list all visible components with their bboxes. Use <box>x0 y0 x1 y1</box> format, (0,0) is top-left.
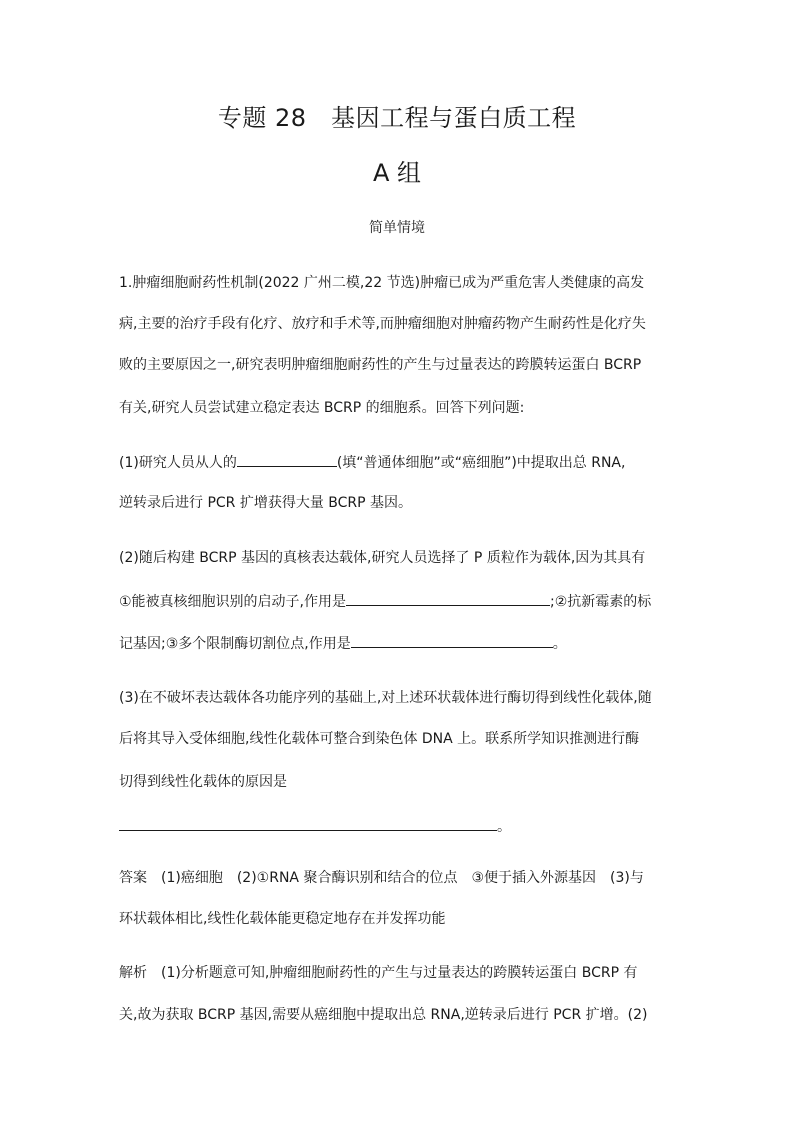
part1-text-before: (1)研究人员从人的 <box>119 455 237 471</box>
answer-line-1 <box>119 866 679 890</box>
answer-label: 答案 <box>119 870 147 886</box>
page-title: 专题 28 基因工程与蛋白质工程 <box>217 104 577 132</box>
analysis-text-1: (1)分析题意可知,肿瘤细胞耐药性的产生与过量表达的跨膜转运蛋白 BCRP 有 <box>161 965 638 981</box>
part1-line-2: 逆转录后进行 PCR 扩增获得大量 BCRP 基因。 <box>119 495 413 511</box>
answer-part3: (3)与 <box>610 870 644 886</box>
answer-part1: (1)癌细胞 <box>161 870 223 886</box>
part3-line-3: 切得到线性化载体的原因是 <box>119 774 287 790</box>
answer-part2-b: ③便于插入外源基因 <box>471 870 597 886</box>
part2-line3-after: 。 <box>552 636 567 652</box>
part1-text-after: (填“普通体细胞”或“癌细胞”)中提取出总 RNA, <box>336 455 626 471</box>
part2-line3-before: 记基因;③多个限制酶切割位点,作用是 <box>119 636 351 652</box>
part2-line-1: (2)随后构建 BCRP 基因的真核表达载体,研究人员选择了 P 质粒作为载体,因为其具有 <box>119 550 646 566</box>
part3-line-1: (3)在不破坏表达载体各功能序列的基础上,对上述环状载体进行酶切得到线性化载体,随 <box>119 690 652 706</box>
part2-promoter-blank[interactable] <box>346 589 550 606</box>
part3-line-4 <box>119 814 679 839</box>
section-heading: 简单情境 <box>369 220 425 236</box>
part2-line-2 <box>119 589 679 614</box>
analysis-label: 解析 <box>119 965 147 981</box>
question-stem-line-2: 病,主要的治疗手段有化疗、放疗和手术等,而肿瘤细胞对肿瘤药物产生耐药性是化疗失 <box>119 316 646 332</box>
question-stem-line-4: 有关,研究人员尝试建立稳定表达 BCRP 的细胞系。回答下列问题: <box>119 400 525 416</box>
analysis-line-2: 关,故为获取 BCRP 基因,需要从癌细胞中提取出总 RNA,逆转录后进行 PCR 扩增。(2) <box>119 1007 648 1023</box>
part2-restriction-site-blank[interactable] <box>351 631 553 648</box>
question-stem-line-1: 1.肿瘤细胞耐药性机制(2022 广州二模,22 节选)肿瘤已成为严重危害人类健康的高发 <box>119 275 645 291</box>
answer-part2: (2)①RNA 聚合酶识别和结合的位点 <box>236 870 458 886</box>
part3-line4-after: 。 <box>497 819 511 835</box>
part1-line-1 <box>119 450 679 475</box>
question-stem-line-3: 败的主要原因之一,研究表明肿瘤细胞耐药性的产生与过量表达的跨膜转运蛋白 BCRP <box>119 357 642 373</box>
answer-line-2: 环状载体相比,线性化载体能更稳定地存在并发挥功能 <box>119 911 446 927</box>
part2-line-3 <box>119 631 679 656</box>
part3-line-2: 后将其导入受体细胞,线性化载体可整合到染色体 DNA 上。联系所学知识推测进行酶 <box>119 731 640 747</box>
part2-line2-after: ;②抗新霉素的标 <box>550 594 652 610</box>
part1-answer-blank[interactable] <box>237 450 337 467</box>
part2-line2-before: ①能被真核细胞识别的启动子,作用是 <box>119 594 347 610</box>
analysis-line-1 <box>119 961 679 985</box>
part3-answer-blank[interactable] <box>119 814 497 831</box>
group-heading: A 组 <box>372 159 422 187</box>
